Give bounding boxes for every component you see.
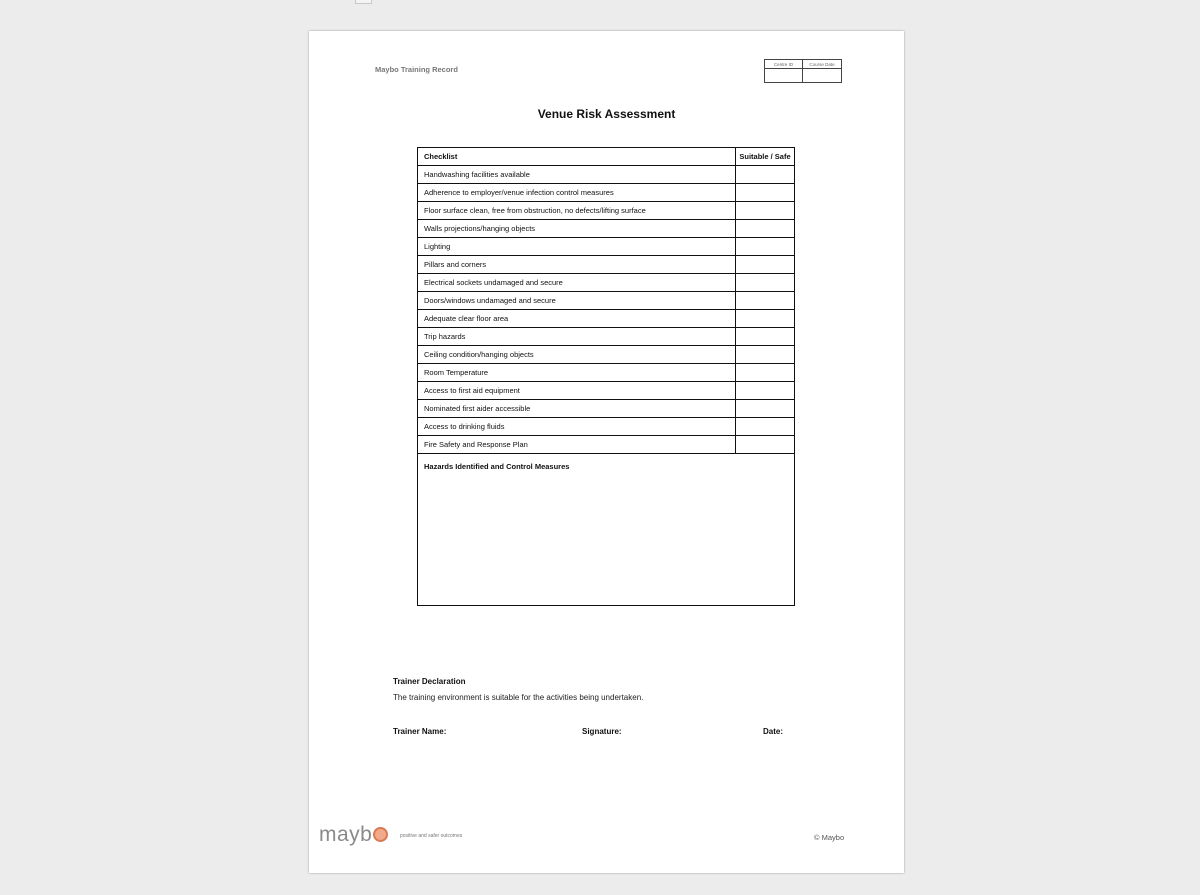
checklist-body bbox=[418, 166, 795, 454]
checklist-item-label: Access to drinking fluids bbox=[418, 418, 736, 436]
checklist-item-label: Access to first aid equipment bbox=[418, 382, 736, 400]
checklist-row bbox=[418, 166, 795, 184]
suitable-safe-cell bbox=[736, 256, 795, 274]
checklist-item-label: Floor surface clean, free from obstruction, no defects/lifting surface bbox=[418, 202, 736, 220]
checklist-row bbox=[418, 184, 795, 202]
checklist-row bbox=[418, 220, 795, 238]
checklist-row bbox=[418, 364, 795, 382]
course-date-label: Course Date bbox=[803, 60, 841, 69]
checklist-header-status: Suitable / Safe bbox=[736, 148, 795, 166]
declaration-text: The training environment is suitable for the activities being undertaken. bbox=[393, 693, 644, 702]
checklist-row bbox=[418, 346, 795, 364]
checklist-item-label: Fire Safety and Response Plan bbox=[418, 436, 736, 454]
suitable-safe-cell bbox=[736, 436, 795, 454]
checklist-item-label: Adequate clear floor area bbox=[418, 310, 736, 328]
suitable-safe-cell bbox=[736, 346, 795, 364]
document-title: Venue Risk Assessment bbox=[537, 107, 676, 121]
logo-text: mayb bbox=[319, 823, 373, 846]
hazards-label: Hazards Identified and Control Measures bbox=[418, 454, 795, 606]
viewer-top-tab bbox=[355, 0, 372, 4]
suitable-safe-cell bbox=[736, 364, 795, 382]
suitable-safe-cell bbox=[736, 202, 795, 220]
checklist-row bbox=[418, 436, 795, 454]
course-date-value bbox=[803, 69, 841, 82]
suitable-safe-cell bbox=[736, 184, 795, 202]
checklist-item-label: Pillars and corners bbox=[418, 256, 736, 274]
centre-id-course-date-box bbox=[764, 59, 842, 83]
header-title: Maybo Training Record bbox=[375, 65, 458, 74]
centre-id-label: Centre ID bbox=[765, 60, 803, 69]
checklist-row bbox=[418, 382, 795, 400]
suitable-safe-cell bbox=[736, 328, 795, 346]
checklist-row bbox=[418, 274, 795, 292]
suitable-safe-cell bbox=[736, 274, 795, 292]
checklist-row bbox=[418, 202, 795, 220]
checklist-item-label: Adherence to employer/venue infection control measures bbox=[418, 184, 736, 202]
checklist-item-label: Room Temperature bbox=[418, 364, 736, 382]
checklist-header-row bbox=[418, 148, 795, 166]
suitable-safe-cell bbox=[736, 310, 795, 328]
footer-tagline: positive and safer outcomes bbox=[400, 833, 463, 839]
checklist-row bbox=[418, 238, 795, 256]
date-label: Date: bbox=[763, 727, 784, 736]
checklist-row bbox=[418, 418, 795, 436]
hazards-row bbox=[418, 454, 795, 606]
suitable-safe-cell bbox=[736, 382, 795, 400]
document-page bbox=[309, 31, 904, 873]
signature-label: Signature: bbox=[582, 727, 622, 736]
checklist-item-label: Electrical sockets undamaged and secure bbox=[418, 274, 736, 292]
checklist-item-label: Doors/windows undamaged and secure bbox=[418, 292, 736, 310]
checklist-row bbox=[418, 256, 795, 274]
checklist-row bbox=[418, 400, 795, 418]
checklist-item-label: Walls projections/hanging objects bbox=[418, 220, 736, 238]
suitable-safe-cell bbox=[736, 418, 795, 436]
logo-o-icon bbox=[373, 827, 388, 842]
footer-copyright: © Maybo bbox=[814, 833, 845, 842]
declaration-heading: Trainer Declaration bbox=[393, 677, 466, 686]
trainer-name-label: Trainer Name: bbox=[393, 727, 447, 736]
suitable-safe-cell bbox=[736, 400, 795, 418]
centre-id-value bbox=[765, 69, 803, 82]
checklist-header-item: Checklist bbox=[418, 148, 736, 166]
checklist-row bbox=[418, 292, 795, 310]
suitable-safe-cell bbox=[736, 292, 795, 310]
maybo-logo bbox=[319, 823, 388, 847]
checklist-table bbox=[417, 147, 795, 606]
checklist-item-label: Trip hazards bbox=[418, 328, 736, 346]
checklist-item-label: Handwashing facilities available bbox=[418, 166, 736, 184]
checklist-row bbox=[418, 310, 795, 328]
checklist-item-label: Nominated first aider accessible bbox=[418, 400, 736, 418]
suitable-safe-cell bbox=[736, 220, 795, 238]
checklist-item-label: Lighting bbox=[418, 238, 736, 256]
checklist-row bbox=[418, 328, 795, 346]
suitable-safe-cell bbox=[736, 166, 795, 184]
checklist-item-label: Ceiling condition/hanging objects bbox=[418, 346, 736, 364]
suitable-safe-cell bbox=[736, 238, 795, 256]
